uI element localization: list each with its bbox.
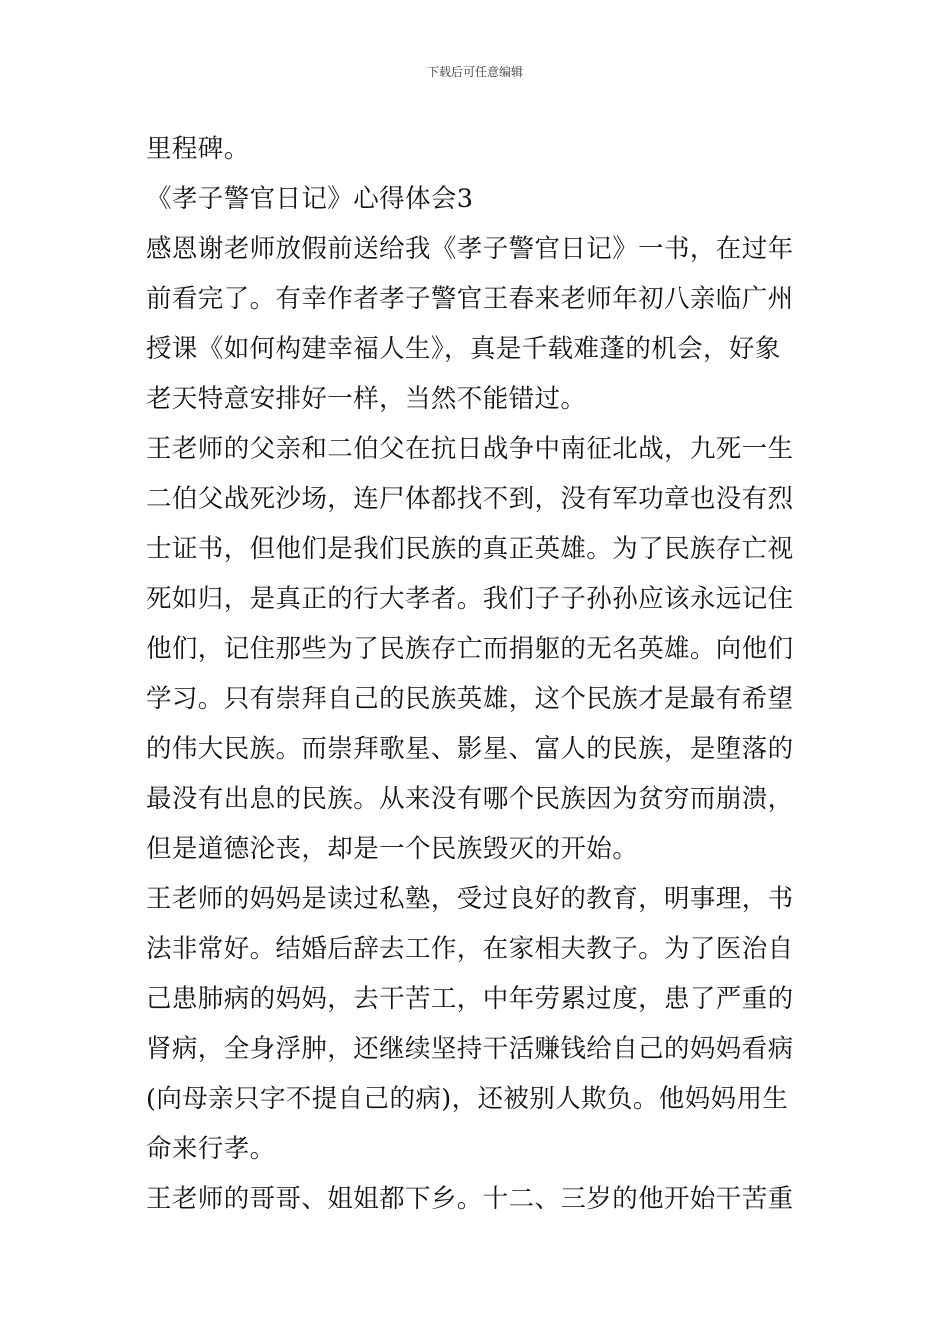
document-body	[146, 124, 816, 1224]
text-line: 他们，记住那些为了民族存亡而捐躯的无名英雄。向他们	[146, 634, 794, 664]
text-line: 学习。只有崇拜自己的民族英雄，这个民族才是最有希望	[146, 684, 794, 714]
text-line: 命来行孝。	[146, 1134, 276, 1164]
section-heading: 《孝子警官日记》心得体会3	[146, 184, 474, 214]
text-line: 授课《如何构建幸福人生》，真是千载难蓬的机会，好象	[146, 334, 781, 364]
text-line: 己患肺病的妈妈，去干苦工，中年劳累过度，患了严重的	[146, 984, 794, 1014]
text-line: 但是道德沦丧，却是一个民族毁灭的开始。	[146, 834, 639, 864]
text-line: 老天特意安排好一样，当然不能错过。	[146, 384, 587, 414]
text-line: 里程碑。	[146, 134, 250, 164]
text-line: 二伯父战死沙场，连尸体都找不到，没有军功章也没有烈	[146, 484, 794, 514]
text-line: (向母亲只字不提自己的病)，还被别人欺负。他妈妈用生	[146, 1084, 789, 1114]
text-line: 士证书，但他们是我们民族的真正英雄。为了民族存亡视	[146, 534, 794, 564]
page-header-note: 下载后可任意编辑	[426, 65, 523, 79]
text-line: 感恩谢老师放假前送给我《孝子警官日记》一书，在过年	[146, 234, 794, 264]
text-line: 王老师的妈妈是读过私塾，受过良好的教育，明事理，书	[146, 884, 794, 914]
text-line: 法非常好。结婚后辞去工作，在家相夫教子。为了医治自	[146, 934, 794, 964]
text-line: 王老师的父亲和二伯父在抗日战争中南征北战，九死一生	[146, 434, 794, 464]
text-line: 的伟大民族。而崇拜歌星、影星、富人的民族，是堕落的	[146, 734, 794, 764]
text-line: 死如归，是真正的行大孝者。我们子子孙孙应该永远记住	[146, 584, 794, 614]
text-line: 最没有出息的民族。从来没有哪个民族因为贫穷而崩溃，	[146, 784, 794, 814]
text-line: 王老师的哥哥、姐姐都下乡。十二、三岁的他开始干苦重	[146, 1184, 794, 1214]
text-line: 前看完了。有幸作者孝子警官王春来老师年初八亲临广州	[146, 284, 794, 314]
text-line: 肾病，全身浮肿，还继续坚持干活赚钱给自己的妈妈看病	[146, 1034, 794, 1064]
